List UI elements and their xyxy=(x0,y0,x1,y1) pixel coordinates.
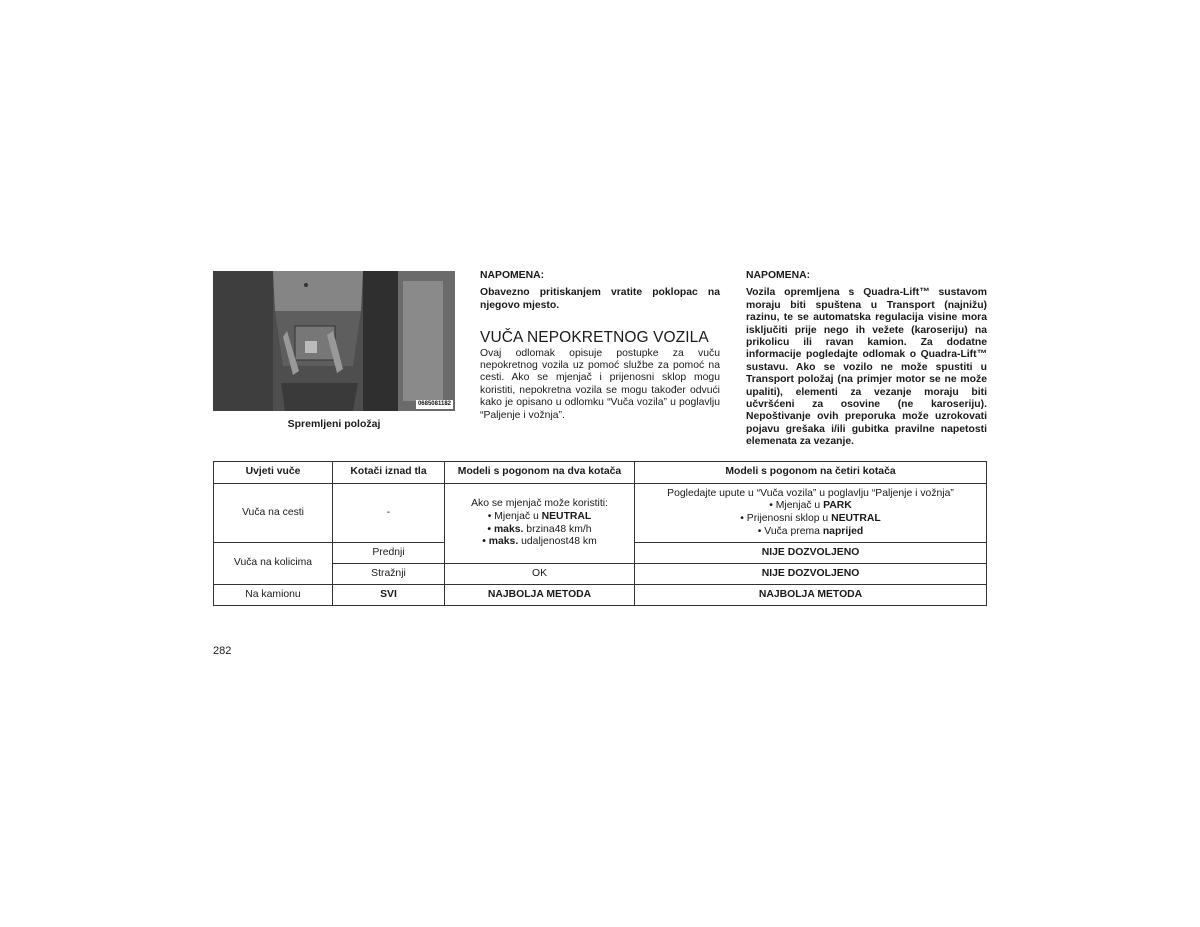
note-title: NAPOMENA: xyxy=(746,270,811,281)
note-title: NAPOMENA: xyxy=(480,270,545,281)
condition-cell: Vuča na cesti xyxy=(214,484,333,543)
header-cell: Modeli s pogonom na dva kotača xyxy=(445,462,635,484)
towing-table xyxy=(213,461,987,606)
fwd-cell xyxy=(635,484,987,543)
bullet-bold: NEUTRAL xyxy=(541,510,592,522)
bullet-text: • Prijenosni sklop u xyxy=(740,513,832,524)
section-title: VUČA NEPOKRETNOG VOZILA xyxy=(480,329,709,347)
header-cell: Uvjeti vuče xyxy=(214,462,333,484)
twd-intro: Ako se mjenjač može koristiti: xyxy=(471,498,608,510)
fwd-cell: NAJBOLJA METODA xyxy=(635,585,987,606)
twd-cell: NAJBOLJA METODA xyxy=(445,585,635,606)
twd-cell xyxy=(445,484,635,564)
bullet-text: • Vuča prema xyxy=(757,525,823,537)
twd-cell: OK xyxy=(445,564,635,585)
bullet-text: brzina48 km/h xyxy=(523,523,592,535)
twd-bullet xyxy=(449,511,630,524)
page-number: 282 xyxy=(213,645,232,657)
fwd-bullet xyxy=(639,500,982,513)
fwd-bullet xyxy=(639,513,982,526)
console-photo xyxy=(213,271,455,411)
bullet-bold: PARK xyxy=(823,500,852,512)
twd-bullet xyxy=(449,536,630,549)
table-header-row xyxy=(214,462,987,484)
section-paragraph: Ovaj odlomak opisuje postupke za vuču nepokretnog vozila uz pomoć službe za pomoć na cesti. Ako se mjenjač i prijenosni sklop mogu koristiti, nepokretna vozila se mogu također odvući kako je opisano u odlomku “Vuča vozila” u poglavlju “Paljenje i vožnja”. xyxy=(480,347,720,421)
bullet-bold: • maks. xyxy=(482,536,519,548)
twd-bullet xyxy=(449,524,630,537)
condition-cell: Vuča na kolicima xyxy=(214,543,333,585)
middle-column xyxy=(480,270,720,422)
figure-caption: Spremljeni položaj xyxy=(287,418,381,430)
note-body: Obavezno pritiskanjem vratite poklopac na njegovo mjesto. xyxy=(480,287,720,311)
wheels-cell: Prednji xyxy=(333,543,445,564)
fwd-intro: Pogledajte upute u “Vuča vozila” u poglavlju “Paljenje i vožnja” xyxy=(667,487,954,499)
table-row xyxy=(214,585,987,606)
condition-cell: Na kamionu xyxy=(214,585,333,606)
header-cell: Kotači iznad tla xyxy=(333,462,445,484)
table-row xyxy=(214,484,987,543)
bullet-bold: • maks. xyxy=(487,523,524,535)
wheels-cell: - xyxy=(333,484,445,543)
console-illustration xyxy=(213,271,455,411)
fwd-cell: NIJE DOZVOLJENO xyxy=(635,543,987,564)
bullet-text: • Mjenjač u xyxy=(769,500,824,512)
bullet-bold: naprijed xyxy=(822,525,864,537)
wheels-cell: Stražnji xyxy=(333,564,445,585)
bullet-text: • Mjenjač u xyxy=(487,510,542,522)
fwd-bullet xyxy=(639,526,982,539)
right-column xyxy=(746,270,987,449)
figure-code: 0685081182 xyxy=(417,401,451,407)
header-cell: Modeli s pogonom na četiri kotača xyxy=(635,462,987,484)
bullet-bold: NEUTRAL xyxy=(831,513,881,524)
wheels-cell: SVI xyxy=(333,585,445,606)
fwd-cell: NIJE DOZVOLJENO xyxy=(635,564,987,585)
bullet-text: udaljenost48 km xyxy=(518,536,597,548)
note-body: Vozila opremljena s Quadra-Lift™ sustavom moraju biti spuštena u Transport (najnižu) razinu, te se automatska regulacija visine mora isključiti prije nego ih vežete (karoseriju) na prikolicu ili ravan kamion. Za dodatne informacije pogledajte odlomak o Quadra-Lift™ sustavu. Ako se vozilo ne može spustiti u Transport položaj (na primjer motor se ne može upaliti), elementi za vezanje moraju biti učvršćeni za osovine (ne karoseriju). Nepoštivanje ovih preporuka može uzrokovati pojavu grešaka i/ili gubitka pravilne napetosti elemenata za vezanje. xyxy=(746,287,987,448)
